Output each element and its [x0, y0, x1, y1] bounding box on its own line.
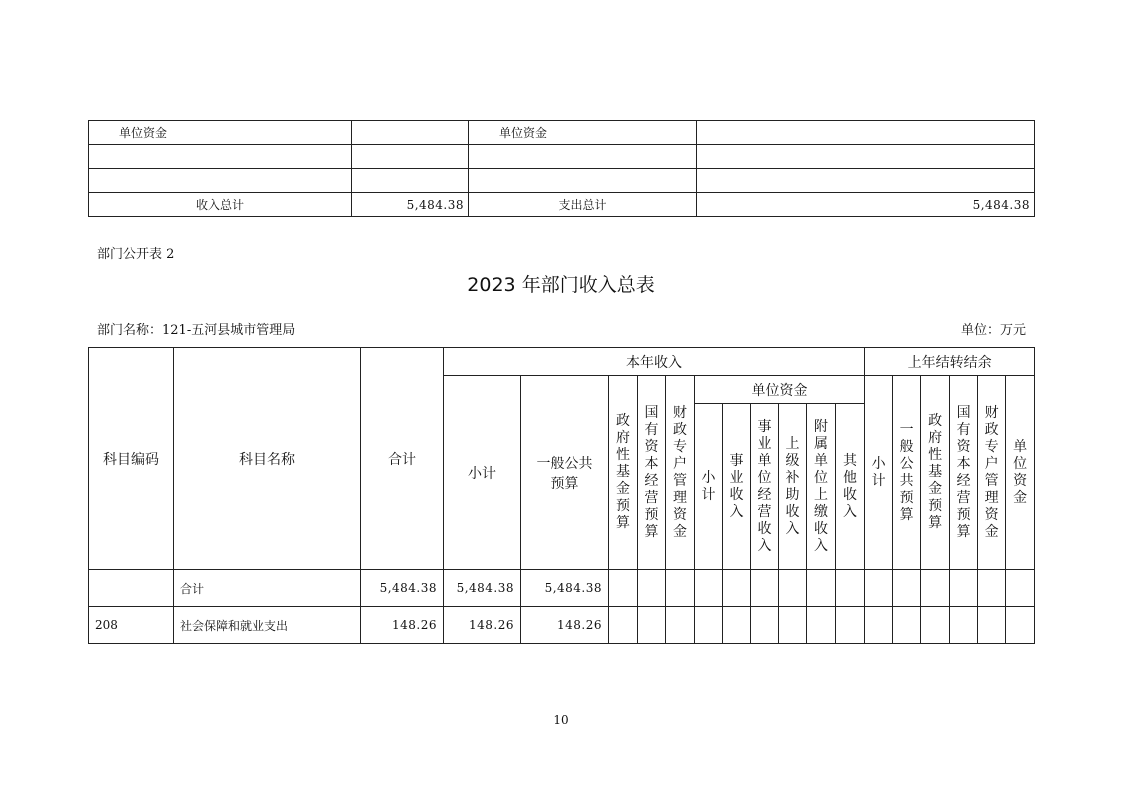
header-uf-affiliated: 附 属 单 位 上 缴 收 入 [807, 404, 836, 570]
header-general-budget: 一般公共预算 [521, 376, 609, 570]
department-name: 部门名称：121-五河县城市管理局 [97, 323, 296, 338]
header-row [89, 348, 1035, 376]
header-gov-fund: 政 府 性 基 金 预 算 [609, 376, 638, 570]
header-py-gov-fund: 政 府 性 基 金 预 算 [921, 376, 950, 570]
row-name: 社会保障和就业支出 [174, 607, 361, 644]
table-row [89, 145, 1035, 169]
page-number: 10 [553, 713, 569, 727]
left-label: 单位资金 [89, 121, 352, 145]
header-py-general: 一 般 公 共 预 算 [893, 376, 921, 570]
expense-total-label: 支出总计 [469, 193, 697, 217]
right-label: 单位资金 [469, 121, 697, 145]
row-code [89, 570, 174, 607]
header-prior-year: 上年结转结余 [865, 348, 1035, 376]
right-value [697, 121, 1035, 145]
carryover-table [88, 120, 1035, 217]
header-state-capital: 国 有 资 本 经 营 预 算 [638, 376, 666, 570]
table-row [89, 193, 1035, 217]
form-label: 部门公开表 2 [97, 247, 175, 262]
table-row [89, 607, 1035, 644]
header-current-year: 本年收入 [444, 348, 865, 376]
header-code: 科目编码 [89, 348, 174, 570]
row-general: 148.26 [521, 607, 609, 644]
row-code: 208 [89, 607, 174, 644]
income-total-label: 收入总计 [89, 193, 352, 217]
header-py-unit-fund: 单 位 资 金 [1006, 376, 1035, 570]
header-py-special-fund: 财 政 专 户 管 理 资 金 [978, 376, 1006, 570]
left-value [352, 121, 469, 145]
table-row [89, 570, 1035, 607]
row-total: 5,484.38 [361, 570, 444, 607]
row-name: 合计 [174, 570, 361, 607]
table-row [89, 121, 1035, 145]
header-special-fund: 财 政 专 户 管 理 资 金 [666, 376, 695, 570]
row-total: 148.26 [361, 607, 444, 644]
page-title: 2023 年部门收入总表 [467, 274, 655, 296]
header-uf-operating: 事 业 单 位 经 营 收 入 [751, 404, 779, 570]
header-uf-other: 其 他 收 入 [836, 404, 865, 570]
header-subtotal: 小计 [444, 376, 521, 570]
income-total-value: 5,484.38 [352, 193, 469, 217]
header-uf-subsidy: 上 级 补 助 收 入 [779, 404, 807, 570]
row-general: 5,484.38 [521, 570, 609, 607]
header-uf-business: 事 业 收 入 [723, 404, 751, 570]
header-total: 合计 [361, 348, 444, 570]
unit-label: 单位：万元 [960, 323, 1026, 338]
row-subtotal: 5,484.38 [444, 570, 521, 607]
header-unit-fund: 单位资金 [695, 376, 865, 404]
header-py-subtotal: 小 计 [865, 376, 893, 570]
header-name: 科目名称 [174, 348, 361, 570]
row-subtotal: 148.26 [444, 607, 521, 644]
table-row [89, 169, 1035, 193]
income-summary-table [88, 347, 1035, 644]
header-py-state-capital: 国 有 资 本 经 营 预 算 [950, 376, 978, 570]
expense-total-value: 5,484.38 [697, 193, 1035, 217]
header-uf-subtotal: 小 计 [695, 404, 723, 570]
